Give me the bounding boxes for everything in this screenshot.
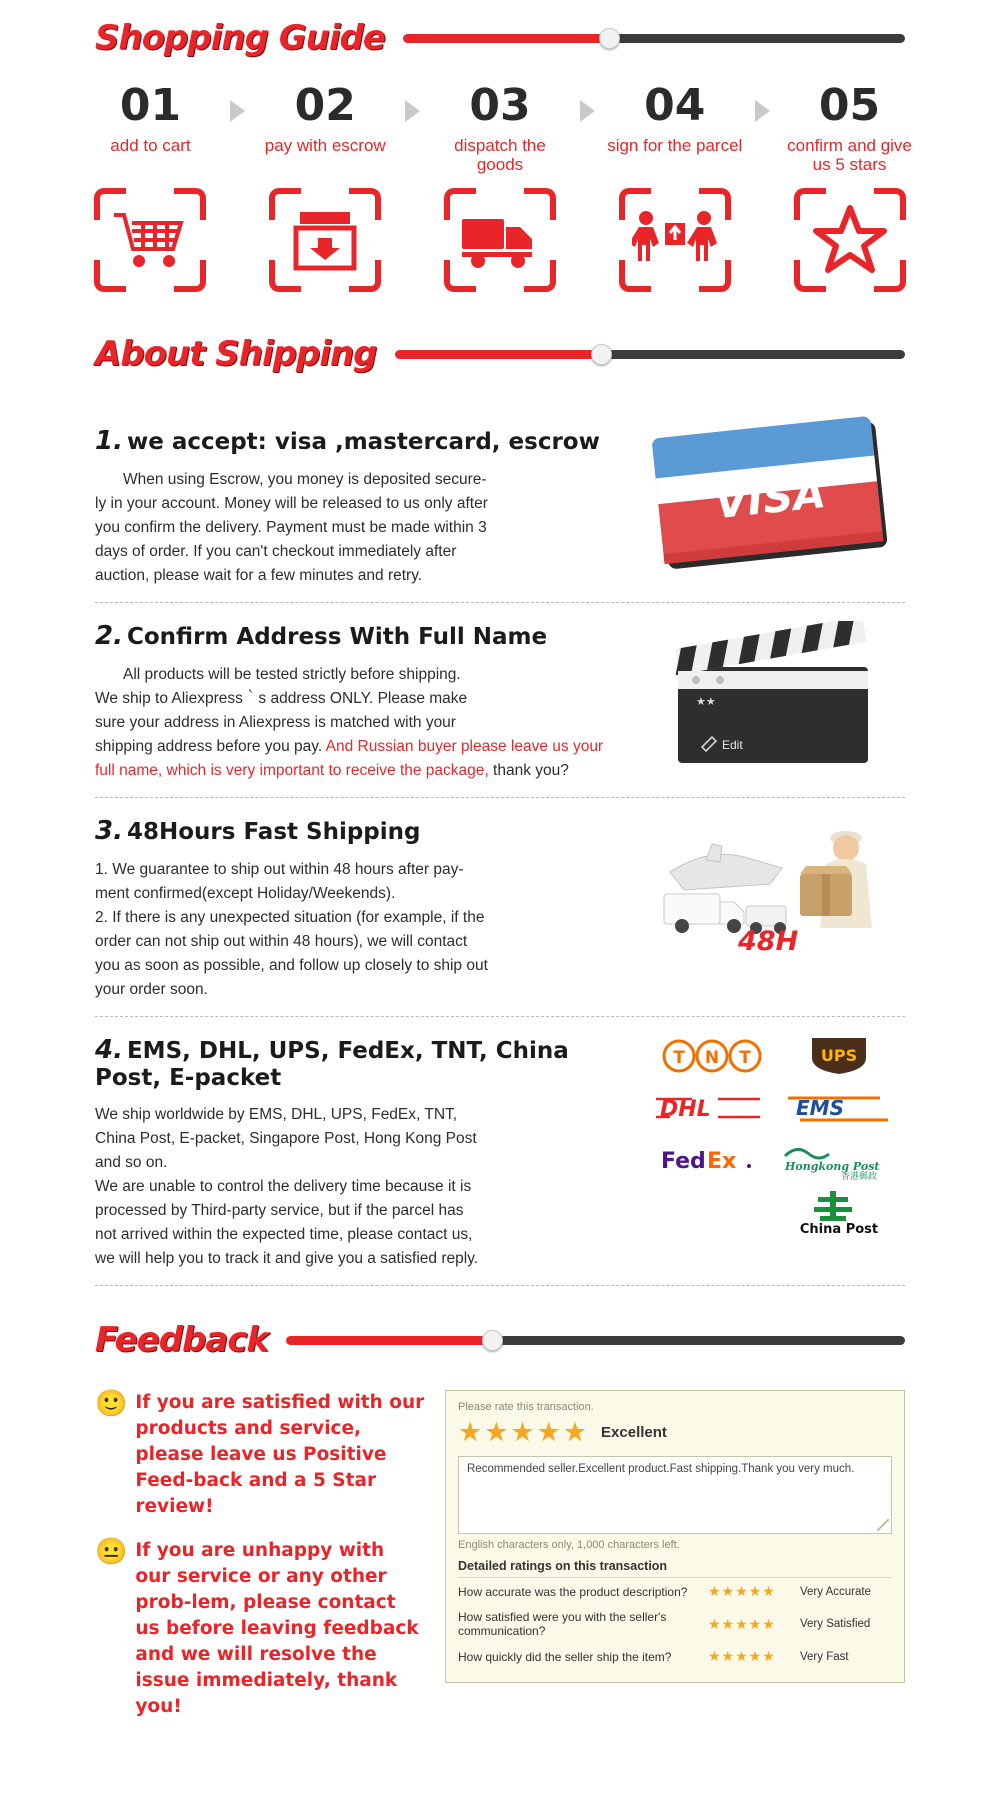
body-line: We ship worldwide by EMS, DHL, UPS, FedEx, TNT,	[95, 1106, 458, 1123]
shopping-guide-header	[0, 18, 1000, 58]
about-shipping-slider	[395, 345, 905, 363]
step-number: 03	[469, 80, 531, 131]
body-line: ment confirmed(except Holiday/Weekends).	[95, 885, 396, 902]
rating-question: How accurate was the product description?	[458, 1584, 688, 1599]
steps-icon-row	[0, 188, 1000, 292]
shipping-item-body	[95, 468, 627, 588]
body-line: you confirm the delivery. Payment must be made within 3	[95, 519, 487, 536]
svg-text:Fed: Fed	[660, 1149, 706, 1174]
48h-badge: 48H	[738, 926, 799, 957]
svg-text:Ex: Ex	[706, 1149, 736, 1174]
about-shipping-header	[0, 334, 1000, 374]
rating-value: Very Satisfied	[800, 1618, 871, 1630]
step-04	[604, 80, 745, 155]
resize-grip-icon[interactable]	[877, 1519, 889, 1531]
feedback-content	[0, 1390, 1000, 1738]
svg-text:UPS: UPS	[820, 1046, 857, 1065]
slider-knob	[482, 1330, 503, 1351]
shipping-item-media-4	[645, 1035, 905, 1233]
step-label: confirm and give us 5 stars	[787, 136, 912, 174]
body-line: auction, please wait for a few minutes and retry.	[95, 567, 423, 584]
shipping-item-heading	[95, 1035, 627, 1091]
step-arrow-icon	[396, 84, 430, 122]
icon-cell-cart	[80, 188, 221, 292]
step-label: dispatch the goods	[454, 136, 546, 174]
body-line: your order soon.	[95, 981, 208, 998]
body-line: sure your address in Aliexpress is matched with your	[95, 714, 456, 731]
svg-text:DHL: DHL	[659, 1097, 711, 1122]
payment-box-icon	[290, 208, 360, 272]
detailed-rating-row	[458, 1578, 892, 1605]
step-arrow-icon	[745, 84, 779, 122]
feedback-comment-box[interactable]	[458, 1456, 892, 1534]
icon-cell-truck	[430, 188, 571, 292]
carrier-logo-hongkong-post	[779, 1139, 899, 1181]
rate-transaction-note: Please rate this transaction.	[458, 1401, 594, 1413]
feedback-header	[0, 1320, 1000, 1360]
svg-text:香港郵政: 香港郵政	[840, 1172, 877, 1180]
svg-text:T: T	[672, 1048, 685, 1068]
detailed-ratings-title: Detailed ratings on this transaction	[458, 1559, 892, 1578]
icon-cell-handover	[604, 188, 745, 292]
shipping-item-number: 2.	[95, 621, 123, 651]
shipping-item-number: 1.	[95, 426, 123, 456]
body-line: you as soon as possible, and follow up closely to ship out	[95, 957, 488, 974]
body-line: order can not ship out within 48 hours), we will contact	[95, 933, 468, 950]
svg-text:Hongkong Post: Hongkong Post	[784, 1160, 879, 1173]
body-line: days of order. If you can't checkout immediately after	[95, 543, 457, 560]
feedback-comment-text: Recommended seller.Excellent product.Fast shipping.Thank you very much.	[467, 1463, 855, 1475]
step-01	[80, 80, 221, 155]
slider-knob	[591, 344, 612, 365]
body-line: 1. We guarantee to ship out within 48 hours after pay-	[95, 861, 464, 878]
shopping-cart-icon	[112, 209, 188, 271]
rating-question: How satisfied were you with the seller's communication?	[458, 1610, 667, 1638]
body-line: shipping address before you pay.	[95, 738, 323, 755]
shopping-guide-slider	[403, 29, 905, 47]
body-line: and so on.	[95, 1154, 168, 1171]
carrier-logo-tnt	[657, 1035, 767, 1077]
clapperboard-image	[668, 621, 883, 771]
step-label: add to cart	[110, 136, 191, 155]
rating-stars[interactable]: ★★★★★	[708, 1583, 776, 1599]
air-express-delivery-image	[650, 816, 900, 966]
body-line: processed by Third-party service, but if the parcel has	[95, 1202, 464, 1219]
step-03	[430, 80, 571, 174]
visa-card-image	[651, 414, 899, 578]
step-number: 02	[294, 80, 356, 131]
shipping-item-media-1	[645, 426, 905, 566]
body-line: 2. If there is any unexpected situation (for example, if the	[95, 909, 485, 926]
overall-rating-word: Excellent	[601, 1424, 667, 1441]
body-line: When using Escrow, you money is deposited secure-	[123, 471, 487, 488]
delivery-truck-icon	[460, 211, 540, 269]
body-line: we will help you to track it and give you a satisfied reply.	[95, 1250, 479, 1267]
section-title-shopping-guide: Shopping Guide	[95, 18, 385, 58]
shipping-item-media-2	[645, 621, 905, 771]
body-line: ly in your account. Money will be released to us only after	[95, 495, 488, 512]
svg-text:N: N	[704, 1048, 719, 1068]
section-title-about-shipping: About Shipping	[95, 334, 377, 374]
carrier-logo-ems	[784, 1087, 894, 1129]
steps-row	[0, 80, 1000, 174]
shipping-items	[0, 408, 1000, 1286]
feedback-messages	[95, 1390, 425, 1738]
visa-label: VISA	[711, 467, 828, 529]
body-line: thank you?	[488, 762, 569, 779]
step-05	[779, 80, 920, 174]
shipping-item-1	[95, 408, 905, 603]
body-line: All products will be tested strictly before shipping.	[123, 666, 461, 683]
detailed-rating-row	[458, 1605, 892, 1643]
carrier-logos-grid	[650, 1035, 900, 1233]
feedback-rating-card	[445, 1390, 905, 1683]
step-arrow-icon	[221, 84, 255, 122]
carrier-logo-fedex	[657, 1139, 767, 1181]
step-label: sign for the parcel	[607, 136, 743, 155]
slider-track-red	[395, 350, 595, 359]
body-line: We ship to Aliexpress｀s address ONLY. Please make	[95, 690, 468, 707]
shipping-item-body	[95, 1103, 627, 1271]
shipping-item-3	[95, 798, 905, 1017]
shipping-item-number: 4.	[95, 1035, 123, 1065]
feedback-message-text: If you are satisfied with our products and service, please leave us Positive Feed-back and a 5 Star review!	[135, 1392, 425, 1517]
section-title-feedback: Feedback	[95, 1320, 269, 1360]
shipping-item-title: EMS, DHL, UPS, FedEx, TNT, China Post, E-packet	[95, 1038, 569, 1091]
slider-knob	[599, 28, 620, 49]
step-arrow-icon	[571, 84, 605, 122]
rating-value: Very Accurate	[800, 1585, 871, 1598]
body-line-red: And Russian buyer please leave us your full name, which is very important to receive the package,	[95, 738, 604, 779]
star-icon	[813, 205, 887, 275]
body-line: China Post, E-packet, Singapore Post, Hong Kong Post	[95, 1130, 477, 1147]
icon-cell-star	[779, 188, 920, 292]
carrier-logo-china-post	[784, 1191, 894, 1233]
shipping-item-body	[95, 858, 627, 1002]
smiley-face-icon: 🙂	[95, 1388, 128, 1418]
body-line: not arrived within the expected time, please contact us,	[95, 1226, 473, 1243]
svg-text:China Post: China Post	[799, 1222, 878, 1235]
slider-track-red	[403, 34, 603, 43]
clapper-edit-label: Edit	[721, 738, 743, 752]
feedback-message-text: If you are unhappy with our service or any other prob-lem, please contact us before leaving feedback and we will resolve the issue immediately, thank you!	[135, 1540, 419, 1717]
shipping-item-number: 3.	[95, 816, 123, 846]
slider-track-red	[286, 1336, 486, 1345]
body-line: We are unable to control the delivery time because it is	[95, 1178, 472, 1195]
svg-text:EMS: EMS	[795, 1096, 844, 1120]
handover-parcel-icon	[632, 209, 718, 271]
shipping-item-body	[95, 663, 627, 783]
rating-stars[interactable]: ★★★★★	[708, 1615, 776, 1632]
shipping-item-title: we accept: visa ,mastercard, escrow	[126, 429, 600, 455]
shipping-item-heading	[95, 816, 627, 846]
icon-cell-payment	[255, 188, 396, 292]
step-number: 05	[818, 80, 881, 131]
shipping-item-4	[95, 1017, 905, 1286]
overall-rating-stars[interactable]: ★★★★★	[458, 1417, 590, 1447]
step-number: 04	[644, 80, 706, 131]
feedback-message-negative	[95, 1538, 425, 1720]
shipping-item-title: 48Hours Fast Shipping	[126, 819, 421, 845]
neutral-face-icon: 😐	[95, 1536, 128, 1566]
carrier-logo-ups	[804, 1035, 874, 1077]
step-number: 01	[119, 80, 182, 131]
shipping-item-heading	[95, 621, 627, 651]
rating-value: Very Fast	[800, 1650, 849, 1663]
carrier-logo-dhl	[652, 1087, 772, 1129]
slider-track-grey	[616, 34, 905, 43]
shipping-item-heading	[95, 426, 627, 456]
detailed-rating-row	[458, 1643, 892, 1670]
shipping-item-title: Confirm Address With Full Name	[126, 624, 548, 650]
shipping-item-2	[95, 603, 905, 798]
shipping-item-media-3	[645, 816, 905, 966]
slider-track-grey	[499, 1336, 905, 1345]
feedback-message-positive	[95, 1390, 425, 1520]
character-count-note: English characters only, 1,000 characters left.	[458, 1539, 680, 1551]
feedback-slider	[286, 1331, 905, 1349]
svg-text:T: T	[738, 1048, 751, 1068]
slider-track-grey	[608, 350, 905, 359]
step-02	[255, 80, 396, 155]
svg-text:★★: ★★	[695, 695, 716, 708]
rating-stars[interactable]: ★★★★★	[708, 1648, 776, 1664]
rating-question: How quickly did the seller ship the item?	[458, 1649, 672, 1664]
step-label: pay with escrow	[264, 136, 386, 155]
